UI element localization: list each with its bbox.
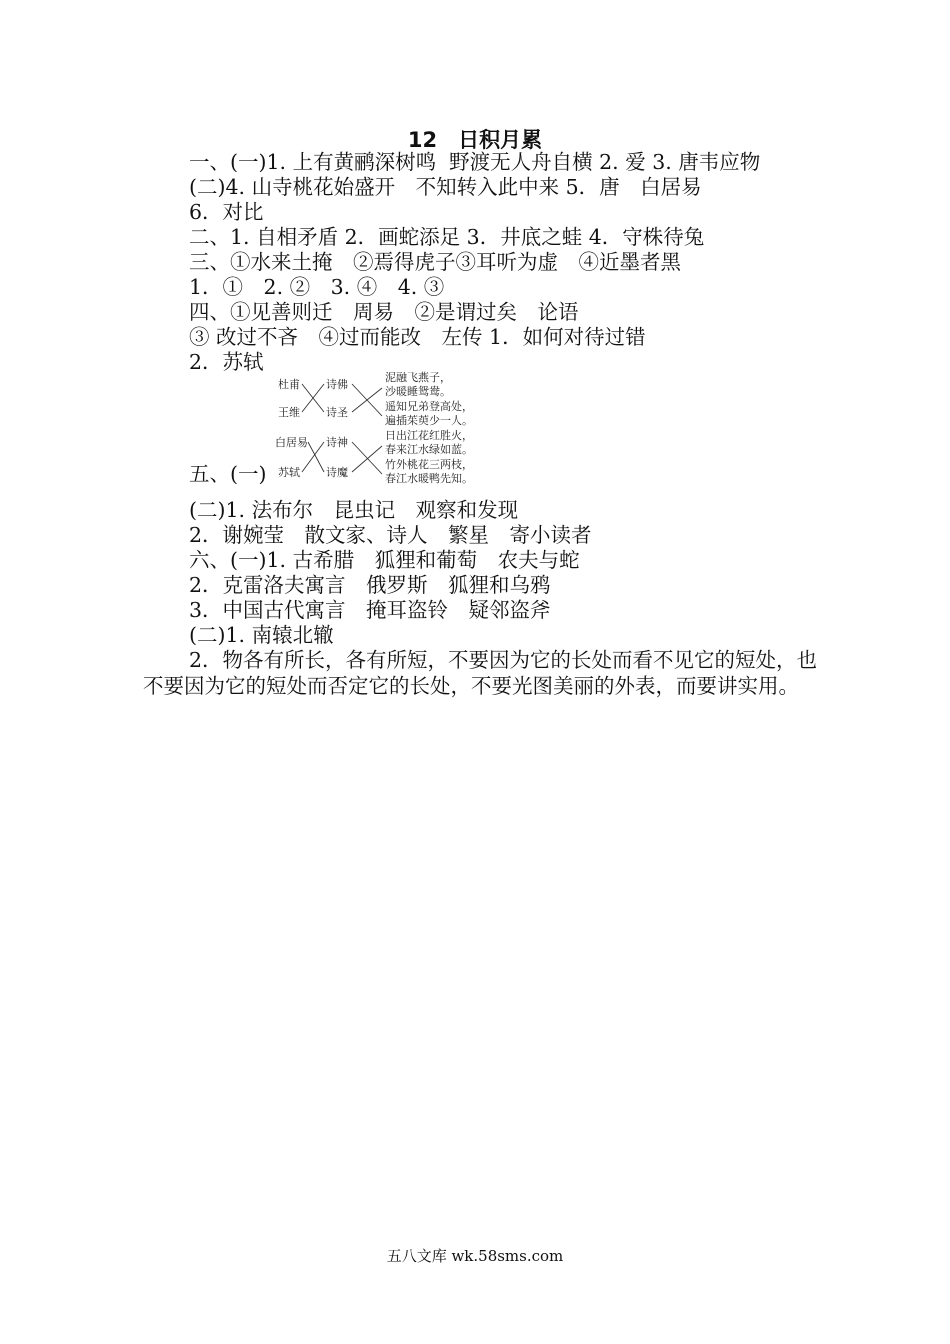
answer-line-7: 四、①见善则迁 周易 ②是谓过矣 论语: [189, 300, 579, 324]
title-shi-shen: 诗神: [326, 436, 348, 449]
title-shi-fo: 诗佛: [326, 378, 348, 391]
answer-line-1: 一、(一)1. 上有黄鹂深树鸣 野渡无人舟自横 2. 爱 3. 唐韦应物: [189, 150, 761, 174]
title-shi-mo: 诗魔: [326, 466, 348, 479]
verse-line: 遍插茱萸少一人。: [385, 414, 473, 427]
answer-line-10: (二)1. 法布尔 昆虫记 观察和发现: [189, 498, 519, 522]
answer-line-11: 2．谢婉莹 散文家、诗人 繁星 寄小读者: [189, 523, 592, 547]
answer-line-6: 1．① 2. ② 3. ④ 4. ③: [189, 275, 445, 299]
section-five-label: 五、(一): [189, 462, 267, 486]
answer-line-3: 6．对比: [189, 200, 264, 224]
answer-line-9: 2．苏轼: [189, 350, 264, 374]
answer-line-13: 2．克雷洛夫寓言 俄罗斯 狐狸和乌鸦: [189, 573, 551, 597]
verse-line: 泥融飞燕子，: [385, 371, 451, 384]
answer-line-5: 三、①水来土掩 ②焉得虎子③耳听为虚 ④近墨者黑: [189, 250, 681, 274]
final-paragraph: [143, 647, 823, 699]
answer-line-2: (二)4. 山寺桃花始盛开 不知转入此中来 5．唐 白居易: [189, 175, 702, 199]
verse-line: 春江水暖鸭先知。: [385, 472, 473, 485]
answer-line-12: 六、(一)1. 古希腊 狐狸和葡萄 农夫与蛇: [189, 548, 580, 572]
verse-line: 日出江花红胜火，: [385, 429, 473, 442]
matching-lines: [302, 384, 382, 474]
answer-line-8: ③ 改过不吝 ④过而能改 左传 1．如何对待过错: [189, 325, 646, 349]
answer-line-4: 二、1. 自相矛盾 2．画蛇添足 3．井底之蛙 4．守株待兔: [189, 225, 705, 249]
poet-su-shi: 苏轼: [278, 466, 300, 479]
verse-line: 竹外桃花三两枝，: [385, 458, 473, 471]
poet-matching-diagram: [270, 370, 480, 485]
poet-bai-juyi: 白居易: [275, 436, 308, 449]
verse-line: 沙暖睡鸳鸯。: [385, 385, 451, 398]
page-title: 12 日积月累: [407, 128, 543, 152]
footer-watermark: 五八文库 wk.58sms.com: [386, 1247, 564, 1265]
verse-line: 遥知兄弟登高处，: [385, 400, 473, 413]
poet-du-fu: 杜甫: [278, 378, 300, 391]
final-paragraph-text: 2．物各有所长，各有所短，不要因为它的长处而看不见它的短处，也不要因为它的短处而否定它的长处，不要光图美丽的外表，而要讲实用。: [143, 648, 818, 698]
poet-wang-wei: 王维: [278, 406, 300, 419]
answer-line-14: 3．中国古代寓言 掩耳盗铃 疑邻盗斧: [189, 598, 551, 622]
verse-line: 春来江水绿如蓝。: [385, 443, 473, 456]
answer-line-15: (二)1. 南辕北辙: [189, 623, 334, 647]
title-shi-sheng: 诗圣: [326, 406, 348, 419]
